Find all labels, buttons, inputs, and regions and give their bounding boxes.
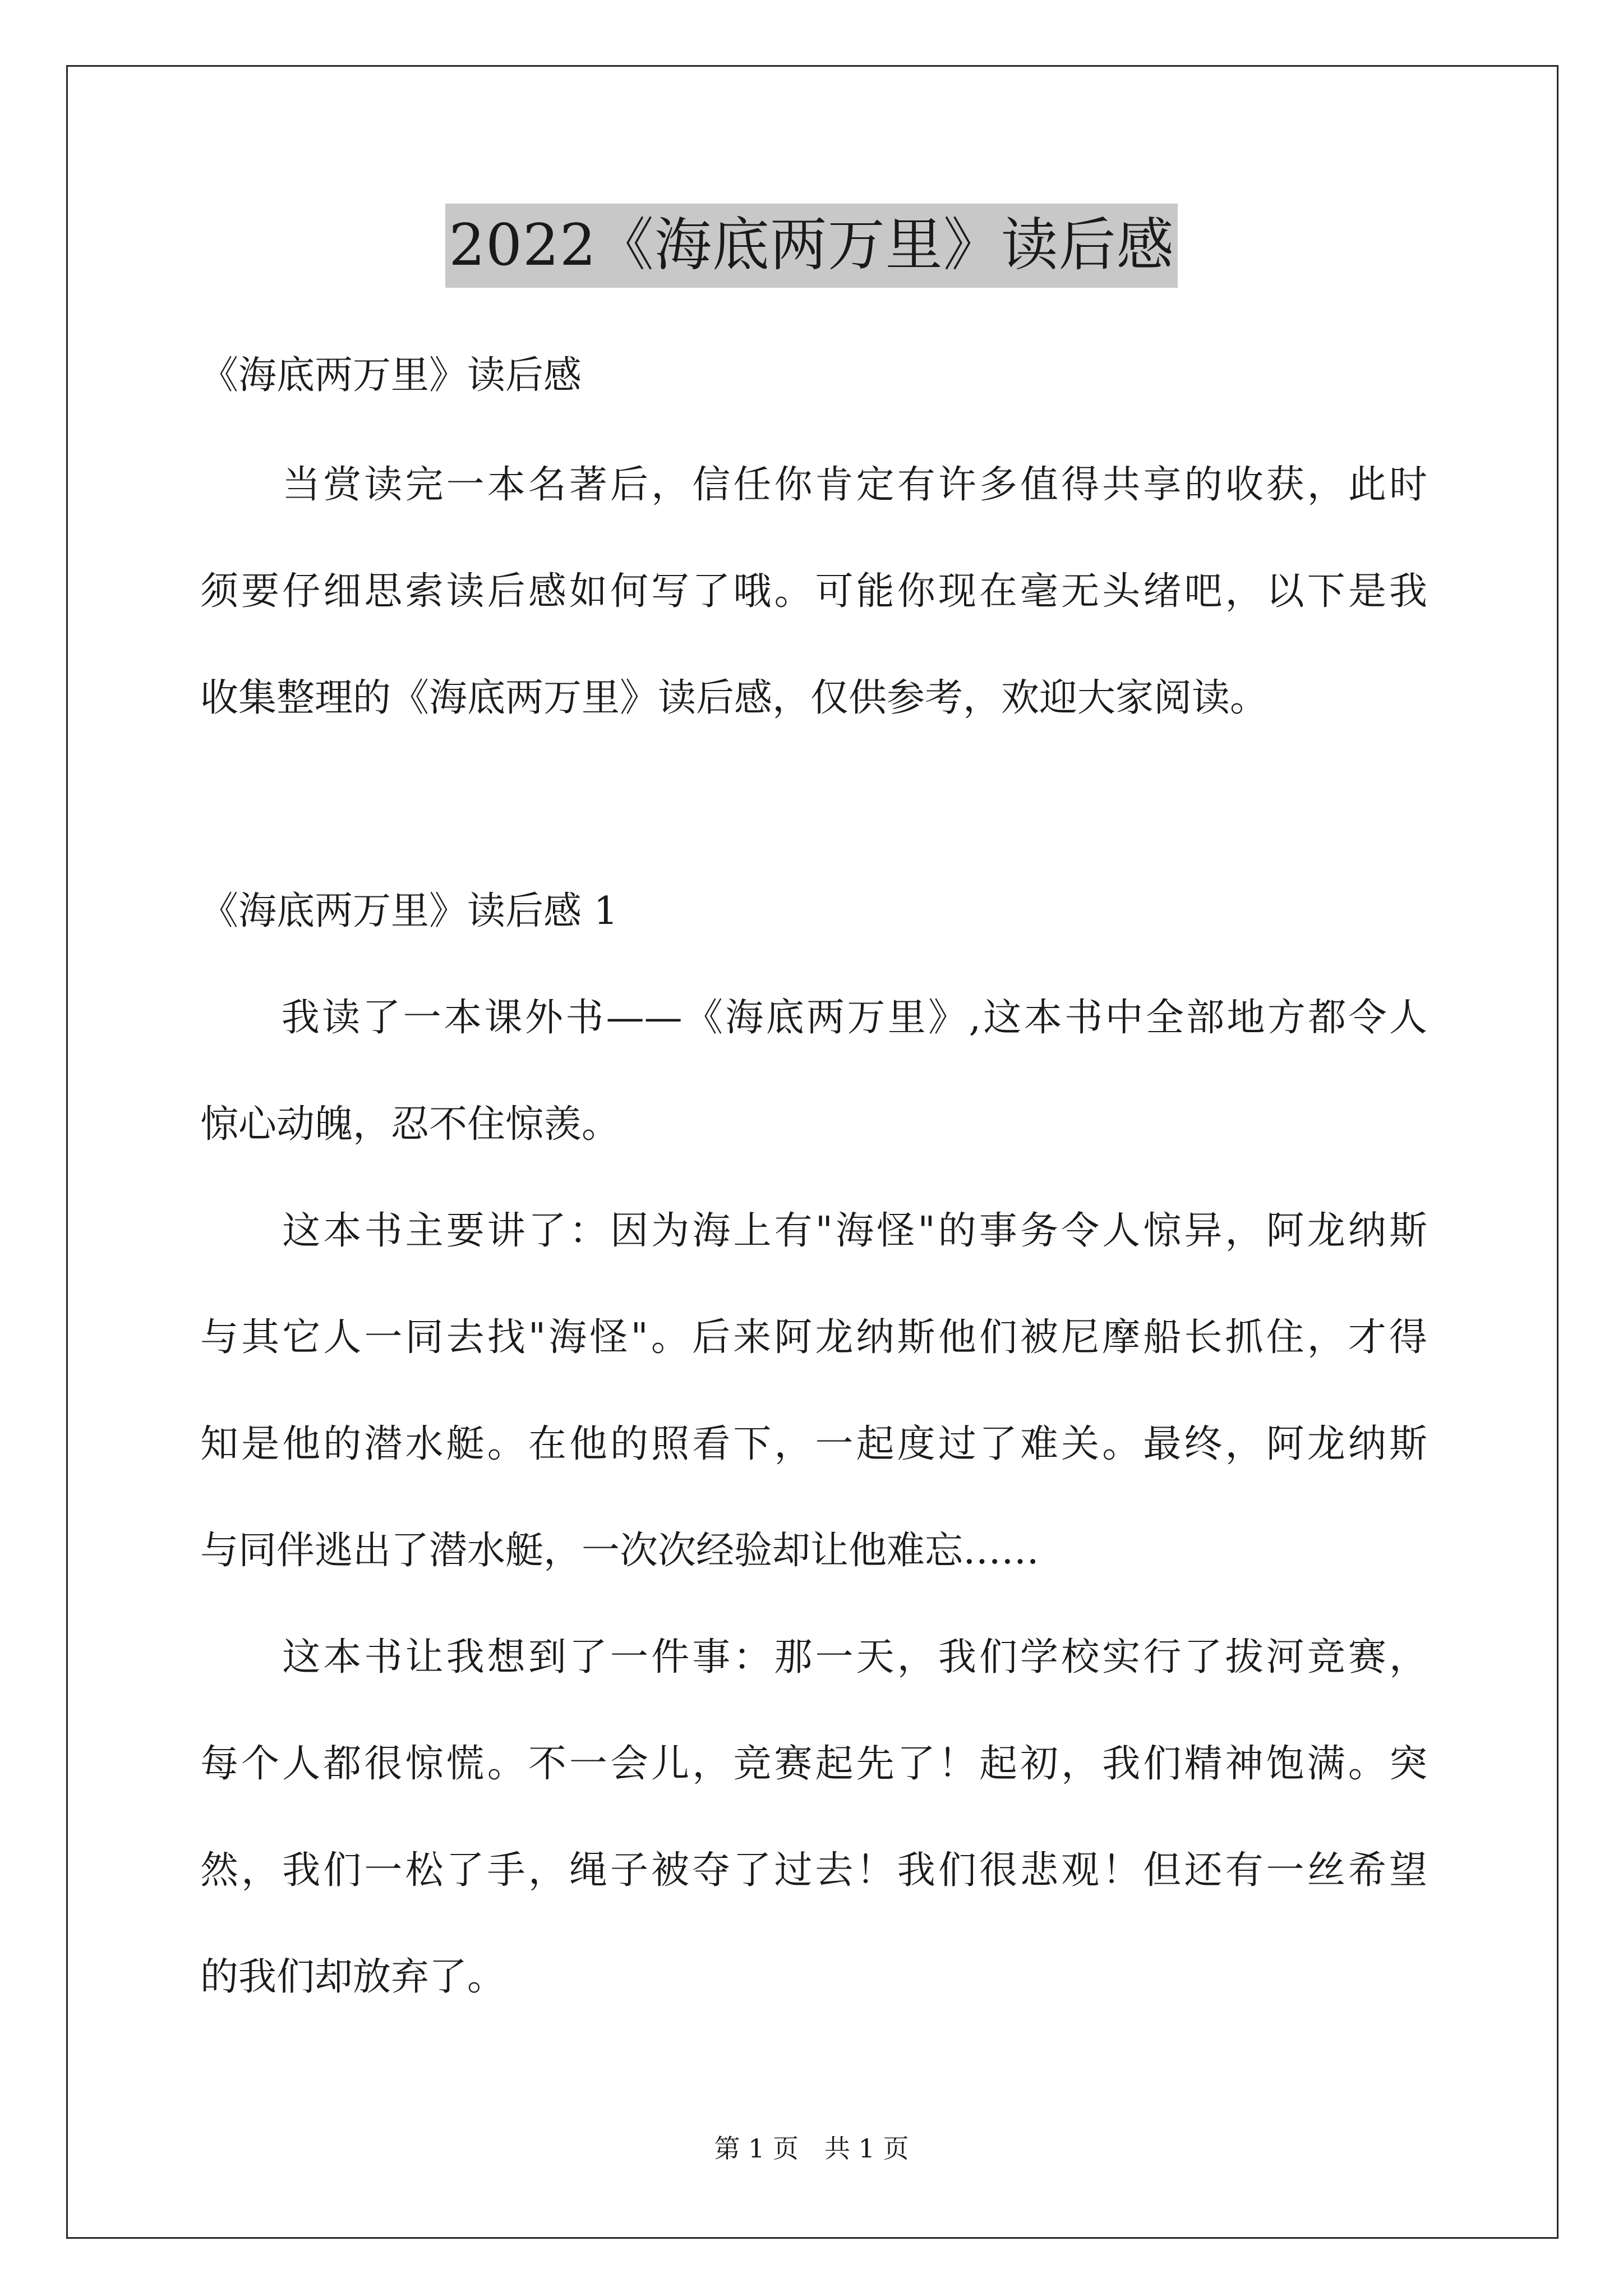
title-container <box>0 204 1623 288</box>
paragraph-line: 这本书让我想到了一件事：那一天，我们学校实行了拔河竞赛， <box>200 1635 1427 1680</box>
paragraph-line: 每个人都很惊慌。不一会儿，竞赛起先了！起初，我们精神饱满。突 <box>200 1742 1427 1786</box>
paragraph-line: 须要仔细思索读后感如何写了哦。可能你现在毫无头绪吧，以下是我 <box>200 569 1427 614</box>
intro-heading: 《海底两万里》读后感 <box>200 353 582 398</box>
paragraph-line: 与同伴逃出了潜水艇，一次次经验却让他难忘…… <box>200 1529 1040 1573</box>
paragraph-line: 惊心动魄，忍不住惊羡。 <box>200 1102 620 1147</box>
paragraph-line: 这本书主要讲了：因为海上有"海怪"的事务令人惊异，阿龙纳斯 <box>200 1209 1427 1253</box>
paragraph-line: 的我们却放弃了。 <box>200 1955 506 1999</box>
section-heading: 《海底两万里》读后感 1 <box>200 889 618 933</box>
paragraph-line: 然，我们一松了手，绳子被夺了过去！我们很悲观！但还有一丝希望 <box>200 1848 1427 1893</box>
paragraph-line: 我读了一本课外书——《海底两万里》,这本书中全部地方都令人 <box>200 996 1427 1040</box>
paragraph-line: 收集整理的《海底两万里》读后感，仅供参考，欢迎大家阅读。 <box>200 676 1269 720</box>
paragraph-line: 与其它人一同去找"海怪"。后来阿龙纳斯他们被尼摩船长抓住，才得 <box>200 1315 1427 1360</box>
page-footer: 第 1 页 共 1 页 <box>714 2133 909 2164</box>
document-title: 2022《海底两万里》读后感 <box>445 204 1178 288</box>
paragraph-line: 知是他的潜水艇。在他的照看下，一起度过了难关。最终，阿龙纳斯 <box>200 1422 1427 1466</box>
paragraph-line: 当赏读完一本名著后，信任你肯定有许多值得共享的收获，此时 <box>200 463 1427 507</box>
